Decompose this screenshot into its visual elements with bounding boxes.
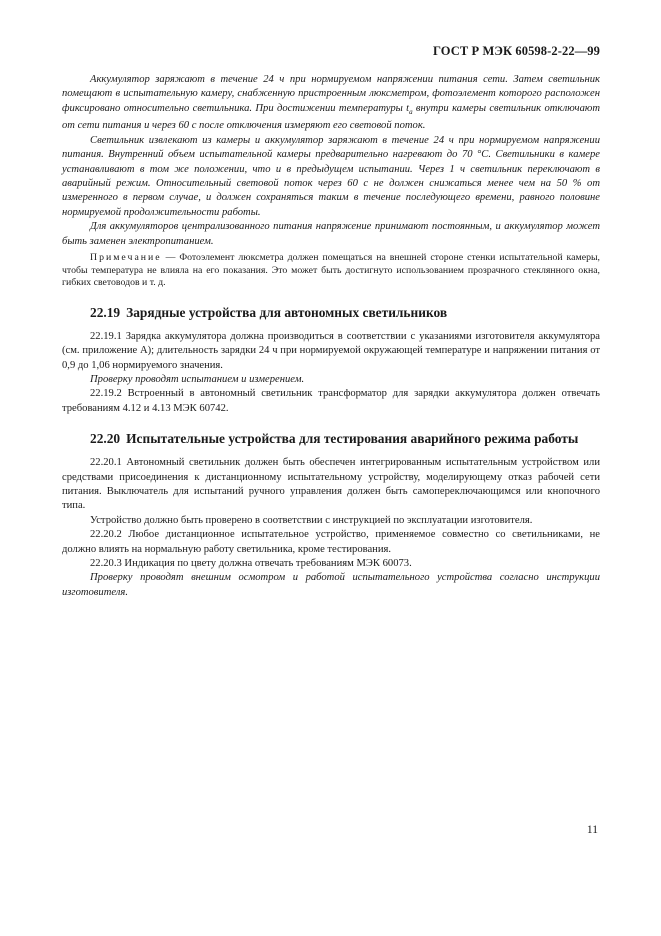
section-title: Испытательные устройства для тестирования аварийного режима работы xyxy=(126,431,579,447)
clause-22-20-2: 22.20.2 Любое дистанционное испытательное устройство, применяемое совместно со светильниками, не должно влиять на нормальную работу светильника, кроме тестирования. xyxy=(62,529,600,555)
section-heading-22-19 xyxy=(62,305,600,321)
document-code-header: ГОСТ Р МЭК 60598-2-22—99 xyxy=(433,44,600,58)
section-number: 22.20 xyxy=(90,431,121,447)
check-statement: Проверку проводят внешним осмотром и работой испытательного устройства согласно инструкции изготовителя. xyxy=(62,572,600,598)
paragraph-chamber-test: Светильник извлекают из камеры и аккумулятор заряжают в течение 24 ч при нормируемом напряжении питания. Внутренний объем испытательной камеры предварительно нагревают до 70 °С. Светильники в камере устанавливают в том же положении, что и в предыдущем испытании. Через 1 ч светильник переключают в аварийный режим. Относительный световой поток через 60 с не должен снижаться менее чем на 50 % от измеренного в первом случае, и должен сохраняться таким в течение последующего времени, равного половине нормируемой продолжительности работы. xyxy=(62,134,600,218)
clause-22-20-1: 22.20.1 Автономный светильник должен быть обеспечен интегрированным испытательным устройством или средствами присоединения к дистанционному испытательному устройству, моделирующему отказ рабочей сети питания. Выключатель для испытаний ручного управления должен быть самопереключающимся или кнопочного типа. xyxy=(62,457,600,512)
paragraph-instruction-check: Устройство должно быть проверено в соответствии с инструкцией по эксплуатации изготовителя. xyxy=(90,514,533,526)
note xyxy=(62,252,600,290)
paragraph-charging-test xyxy=(62,73,600,134)
clause-22-20-3: 22.20.3 Индикация по цвету должна отвечать требованиям МЭК 60073. xyxy=(90,558,412,570)
note-text: — Фотоэлемент люксметра должен помещаться на внешней стороне стенки испытательной камеры, чтобы температура не влияла на его показания. Это может быть достигнуто использованием прозрачного стеклянного окна, гибких световодов и т. д. xyxy=(62,251,600,289)
page-number: 11 xyxy=(586,824,598,836)
clause-22-19-1: 22.19.1 Зарядка аккумулятора должна производиться в соответствии с указаниями изготовителя аккумулятора (см. приложение А); длительность зарядки 24 ч при нормируемой окружающей температуре и напряжении питания от 0,9 до 1,06 нормируемого значения. xyxy=(62,330,600,371)
page-body xyxy=(62,73,600,600)
paragraph-text: Аккумулятор заряжают в течение 24 ч при нормируемом напряжении питания сети. Затем светильник помещают в испытательную камеру, снабженную пристроенным люксметром, фотоэлемент которого расположен фиксировано относительно светильника. При достижении температуры t xyxy=(62,74,600,114)
note-label: Примечание xyxy=(90,251,162,263)
section-number: 22.19 xyxy=(90,304,121,320)
paragraph-text: внутри камеры светильник отключают от сети питания и через 60 с после отключения измеряют его световой поток. xyxy=(62,102,600,132)
paragraph-central-battery: Для аккумуляторов централизованного питания напряжение принимают постоянным, и аккумулятор может быть заменен электропитанием. xyxy=(62,221,600,247)
clause-22-19-2: 22.19.2 Встроенный в автономный светильник трансформатор для зарядки аккумулятора должен отвечать требованиям 4.12 и 4.13 МЭК 60742. xyxy=(62,388,600,414)
subscript: a xyxy=(409,107,413,116)
section-title: Зарядные устройства для автономных светильников xyxy=(126,304,448,320)
check-statement: Проверку проводят испытанием и измерением. xyxy=(90,373,305,385)
section-heading-22-20 xyxy=(62,431,600,447)
